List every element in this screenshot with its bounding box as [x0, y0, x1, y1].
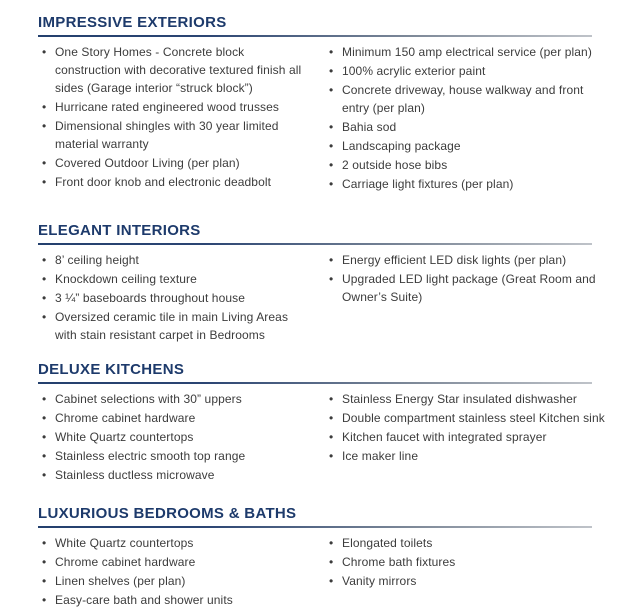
feature-item: • White Quartz countertops: [38, 428, 305, 446]
feature-list-right: [325, 43, 607, 194]
section-divider: [38, 243, 592, 245]
feature-item: • Easy-care bath and shower units: [38, 591, 305, 609]
feature-list-right: [325, 390, 607, 485]
feature-list-right: [325, 534, 607, 610]
feature-list-left: [38, 43, 325, 194]
feature-item: • Concrete driveway, house walkway and front entry (per plan): [325, 81, 607, 117]
sections-container: [38, 14, 607, 610]
section-divider: [38, 526, 592, 528]
feature-columns: [38, 534, 607, 610]
feature-item: • Energy efficient LED disk lights (per plan): [325, 251, 607, 269]
feature-item: • Chrome cabinet hardware: [38, 553, 305, 571]
feature-section: [38, 361, 607, 485]
feature-columns: [38, 43, 607, 194]
feature-item: • Stainless Energy Star insulated dishwasher: [325, 390, 607, 408]
feature-item: • Hurricane rated engineered wood trusses: [38, 98, 305, 116]
feature-item: • Knockdown ceiling texture: [38, 270, 305, 288]
feature-list-left: [38, 534, 325, 610]
feature-section: [38, 505, 607, 610]
feature-item: • One Story Homes - Concrete block construction with decorative textured finish all sides (Garage interior “struck block”): [38, 43, 305, 97]
feature-item: • White Quartz countertops: [38, 534, 305, 552]
feature-item: • Linen shelves (per plan): [38, 572, 305, 590]
feature-item: • Carriage light fixtures (per plan): [325, 175, 607, 193]
section-title: IMPRESSIVE EXTERIORS: [38, 14, 227, 31]
feature-item: • Dimensional shingles with 30 year limited material warranty: [38, 117, 305, 153]
feature-item: • Cabinet selections with 30” uppers: [38, 390, 305, 408]
feature-item: • Oversized ceramic tile in main Living Areas with stain resistant carpet in Bedrooms: [38, 308, 305, 344]
feature-section: [38, 14, 607, 194]
feature-item: • 2 outside hose bibs: [325, 156, 607, 174]
feature-item: • Landscaping package: [325, 137, 607, 155]
feature-item: • Chrome bath fixtures: [325, 553, 607, 571]
feature-columns: [38, 251, 607, 345]
section-title: ELEGANT INTERIORS: [38, 222, 201, 239]
feature-list-left: [38, 251, 325, 345]
feature-list-right: [325, 251, 607, 345]
feature-columns: [38, 390, 607, 485]
section-title: DELUXE KITCHENS: [38, 361, 185, 378]
feature-item: • Vanity mirrors: [325, 572, 607, 590]
feature-item: • 3 ¼” baseboards throughout house: [38, 289, 305, 307]
section-divider: [38, 35, 592, 37]
feature-item: • Kitchen faucet with integrated sprayer: [325, 428, 607, 446]
feature-item: • Upgraded LED light package (Great Room and Owner’s Suite): [325, 270, 607, 306]
feature-item: • Chrome cabinet hardware: [38, 409, 305, 427]
feature-list-left: [38, 390, 325, 485]
feature-section: [38, 222, 607, 345]
section-title: LUXURIOUS BEDROOMS & BATHS: [38, 505, 297, 522]
feature-item: • Ice maker line: [325, 447, 607, 465]
feature-item: • 8’ ceiling height: [38, 251, 305, 269]
feature-item: • Covered Outdoor Living (per plan): [38, 154, 305, 172]
feature-item: • Double compartment stainless steel Kitchen sink: [325, 409, 607, 427]
section-divider: [38, 382, 592, 384]
feature-item: • Minimum 150 amp electrical service (per plan): [325, 43, 607, 61]
feature-item: • Elongated toilets: [325, 534, 607, 552]
feature-item: • 100% acrylic exterior paint: [325, 62, 607, 80]
feature-item: • Stainless ductless microwave: [38, 466, 305, 484]
feature-item: • Bahia sod: [325, 118, 607, 136]
feature-item: • Stainless electric smooth top range: [38, 447, 305, 465]
feature-item: • Front door knob and electronic deadbolt: [38, 173, 305, 191]
